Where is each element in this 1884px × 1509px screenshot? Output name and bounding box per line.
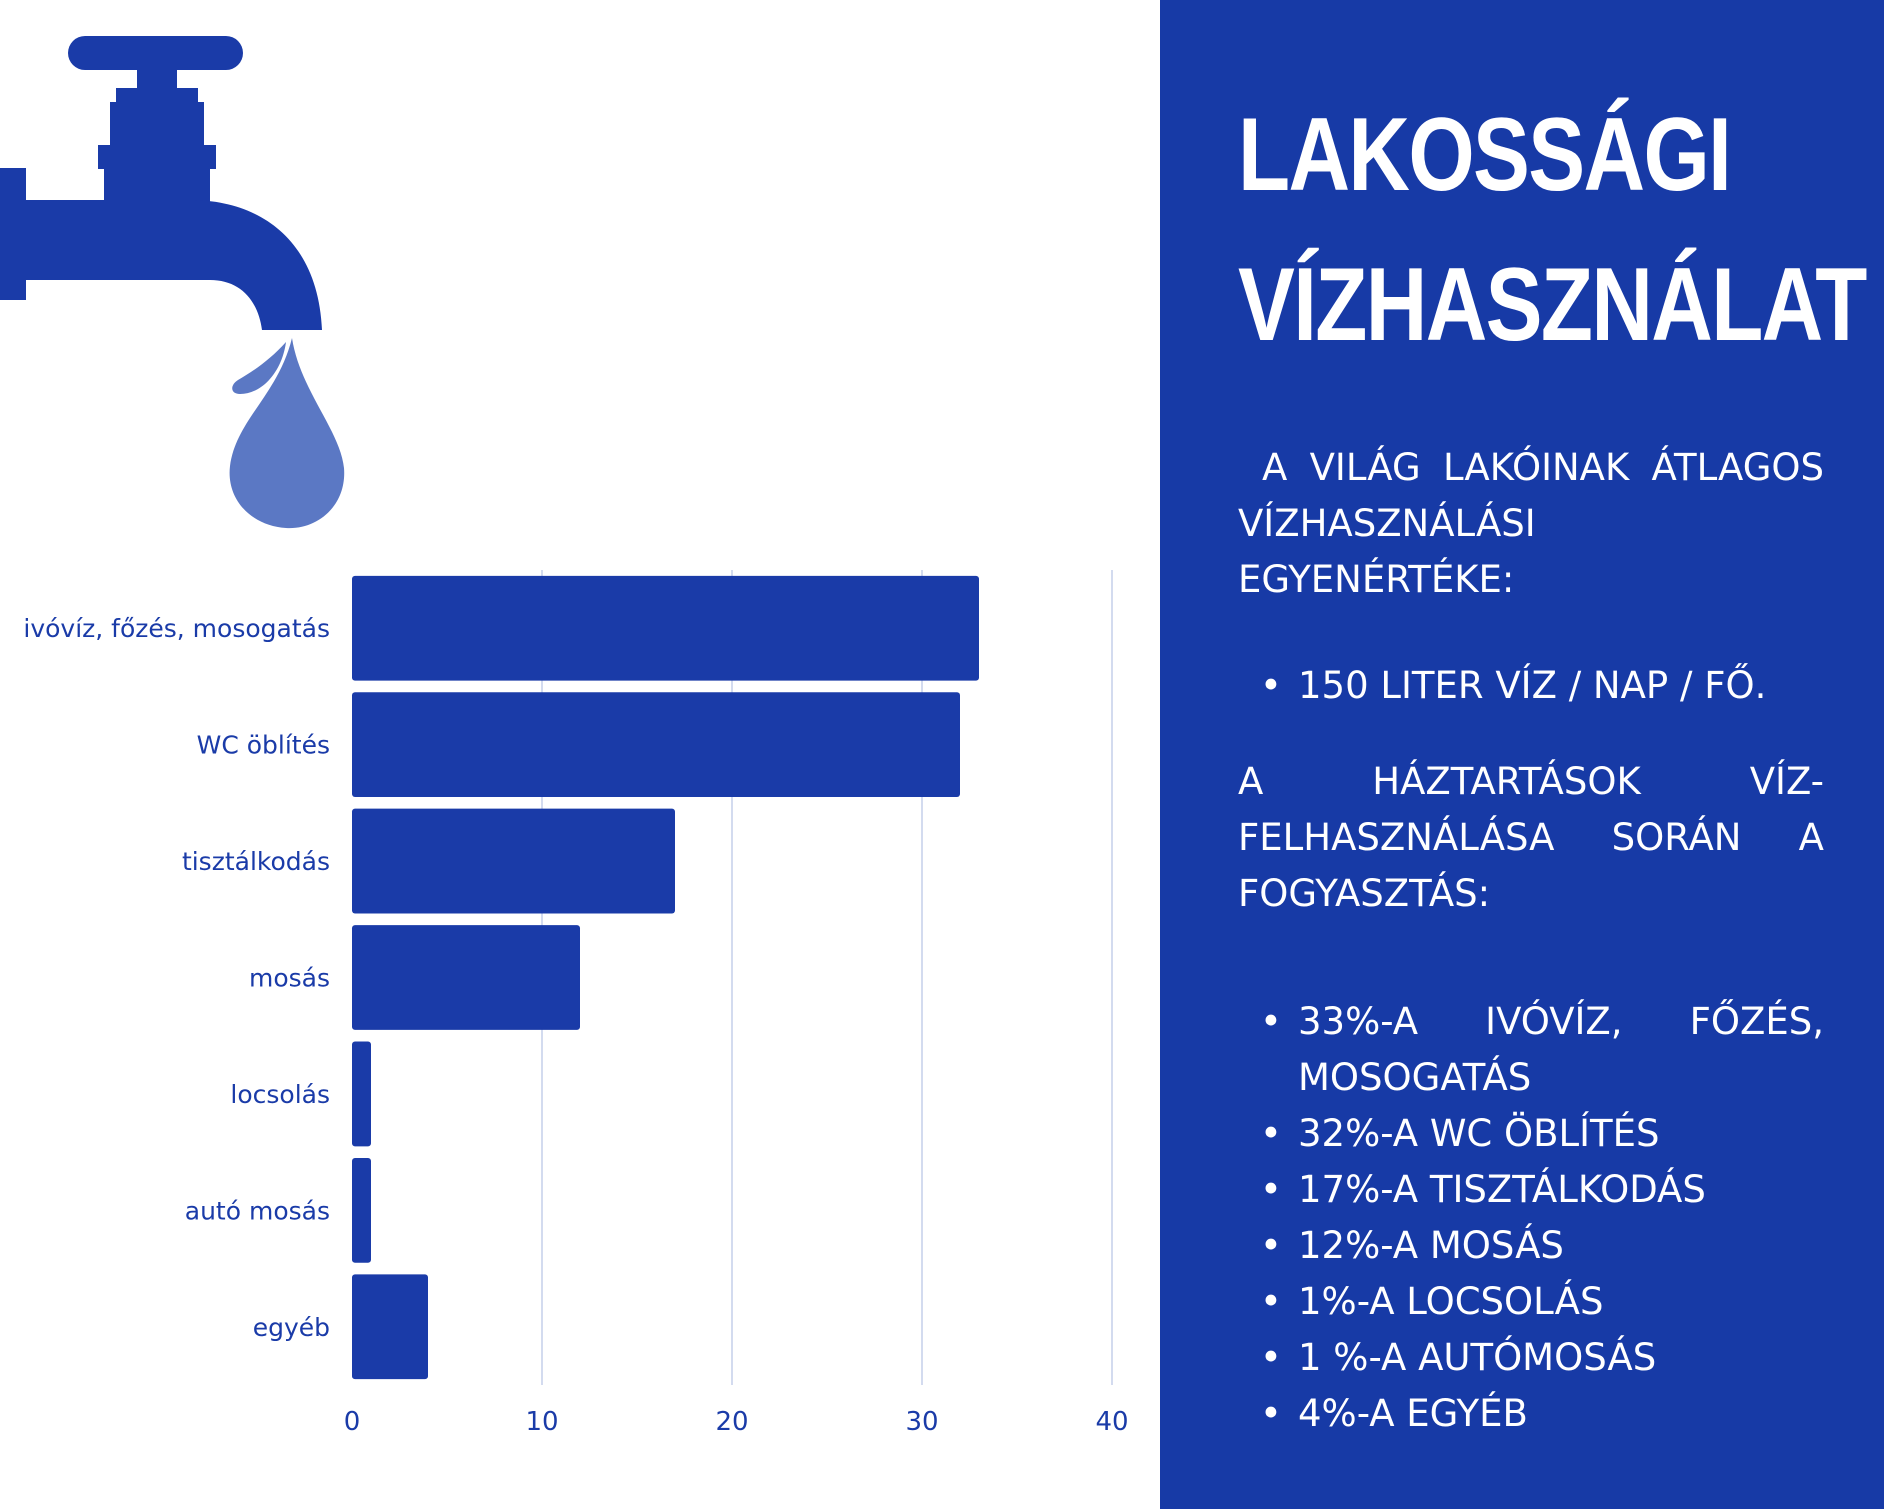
consumption-item: • 12%-A MOSÁS [1298, 1218, 1824, 1274]
category-label: egyéb [252, 1312, 330, 1342]
x-tick-label: 40 [1095, 1407, 1129, 1437]
consumption-item: • 17%-A TISZTÁLKODÁS [1298, 1162, 1824, 1218]
consumption-intro: A HÁZTARTÁSOK VÍZ-FELHASZNÁLÁSA SORÁN A FOGYASZTÁS: [1238, 760, 1824, 915]
x-tick-label: 30 [905, 1407, 939, 1437]
category-label: ivóvíz, főzés, mosogatás [23, 614, 330, 644]
highlight-item: • 150 LITER VÍZ / NAP / FŐ. [1298, 658, 1824, 714]
bar-chart [0, 560, 1160, 1460]
bar [352, 692, 960, 797]
consumption-item: • 1 %-A AUTÓMOSÁS [1298, 1330, 1824, 1386]
faucet-icon [0, 36, 322, 330]
bar [352, 1042, 371, 1147]
category-label: autó mosás [184, 1196, 330, 1226]
bar [352, 1158, 371, 1263]
title-line-1: LAKOSSÁGI [1238, 97, 1731, 213]
category-label: tisztálkodás [181, 847, 330, 877]
title-line-2: VÍZHASZNÁLAT [1238, 247, 1866, 363]
x-tick-label: 20 [715, 1407, 749, 1437]
intro-text: A VILÁG LAKÓINAK ÁTLAGOS VÍZHASZNÁLÁSI EGYENÉRTÉKE: [1238, 446, 1824, 601]
faucet-illustration [0, 0, 380, 560]
bar [352, 809, 675, 914]
highlight-list [1238, 658, 1824, 714]
category-label: mosás [248, 963, 330, 993]
bar [352, 925, 580, 1030]
bar [352, 1274, 428, 1379]
consumption-item: • 4%-A EGYÉB [1298, 1386, 1824, 1442]
consumption-item: • 32%-A WC ÖBLÍTÉS [1298, 1106, 1824, 1162]
bar [352, 576, 979, 681]
consumption-item: • 33%-A IVÓVÍZ, FŐZÉS, MOSOGATÁS [1298, 994, 1824, 1106]
consumption-item: • 1%-A LOCSOLÁS [1298, 1274, 1824, 1330]
category-label: locsolás [230, 1079, 330, 1109]
x-tick-label: 10 [525, 1407, 559, 1437]
water-drop-icon [230, 338, 345, 528]
category-label: WC öblítés [196, 730, 330, 760]
x-tick-label: 0 [343, 1407, 361, 1437]
info-panel [1160, 0, 1884, 1509]
consumption-list [1238, 994, 1824, 1442]
